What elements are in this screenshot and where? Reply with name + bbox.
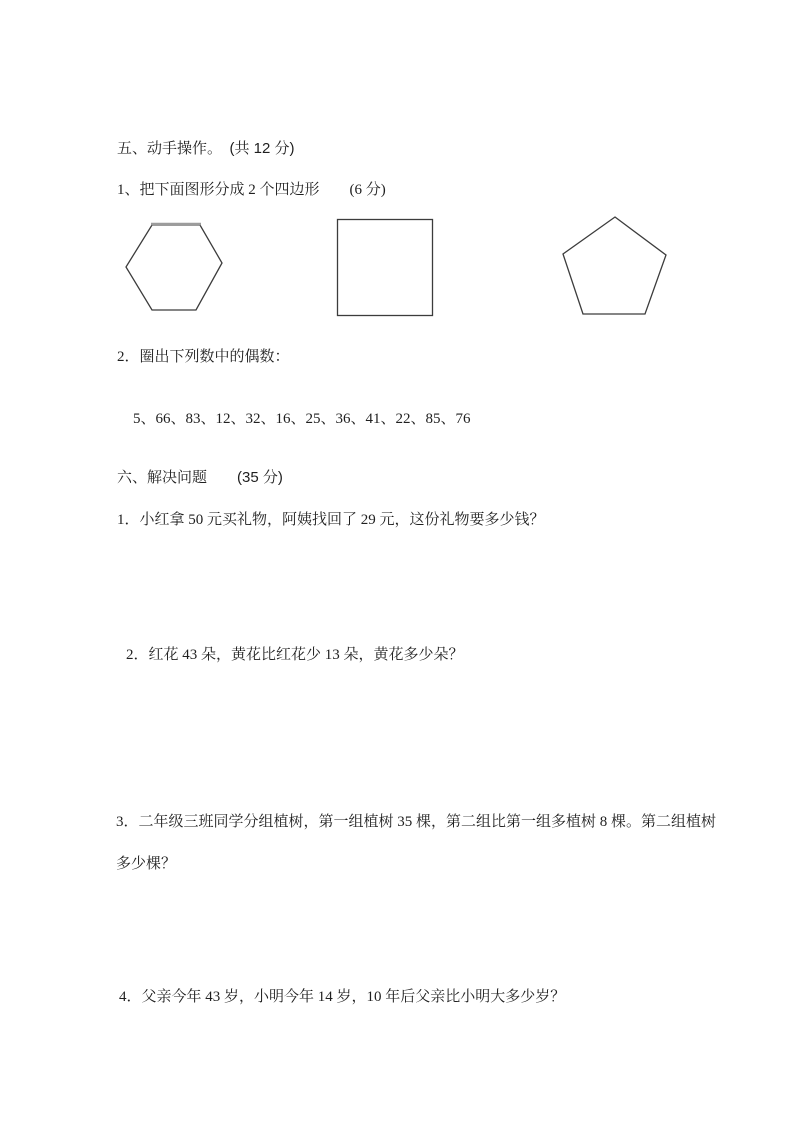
section-six-q3-problem-line2: 多少棵？ [116, 856, 177, 872]
section-five-q2-instruction: 2．圈出下列数中的偶数： [117, 349, 290, 365]
section-six-q4-problem: 4．父亲今年 43 岁，小明今年 14 岁，10 年后父亲比小明大多少岁？ [119, 989, 566, 1005]
section-six-heading: 六、解决问题 (35 分) [117, 469, 283, 486]
hexagon-shape [120, 218, 230, 318]
section-six-q2-problem: 2．红花 43 朵，黄花比红花少 13 朵，黄花多少朵？ [126, 647, 464, 663]
pentagon-shape [558, 212, 673, 322]
section-five-heading: 五、动手操作。 (共 12 分) [117, 140, 295, 157]
section-five-q2-number-list: 5、66、83、12、32、16、25、36、41、22、85、76 [133, 411, 471, 427]
section-five-q1-instruction: 1、把下面图形分成 2 个四边形 (6 分) [117, 182, 386, 198]
section-six-q3-problem-line1: 3．二年级三班同学分组植树，第一组植树 35 棵，第二组比第一组多植树 8 棵。第二组植树 [116, 814, 717, 830]
section-six-q1-problem: 1．小红拿 50 元买礼物，阿姨找回了 29 元，这份礼物要多少钱？ [117, 512, 545, 528]
square-shape [336, 217, 436, 319]
